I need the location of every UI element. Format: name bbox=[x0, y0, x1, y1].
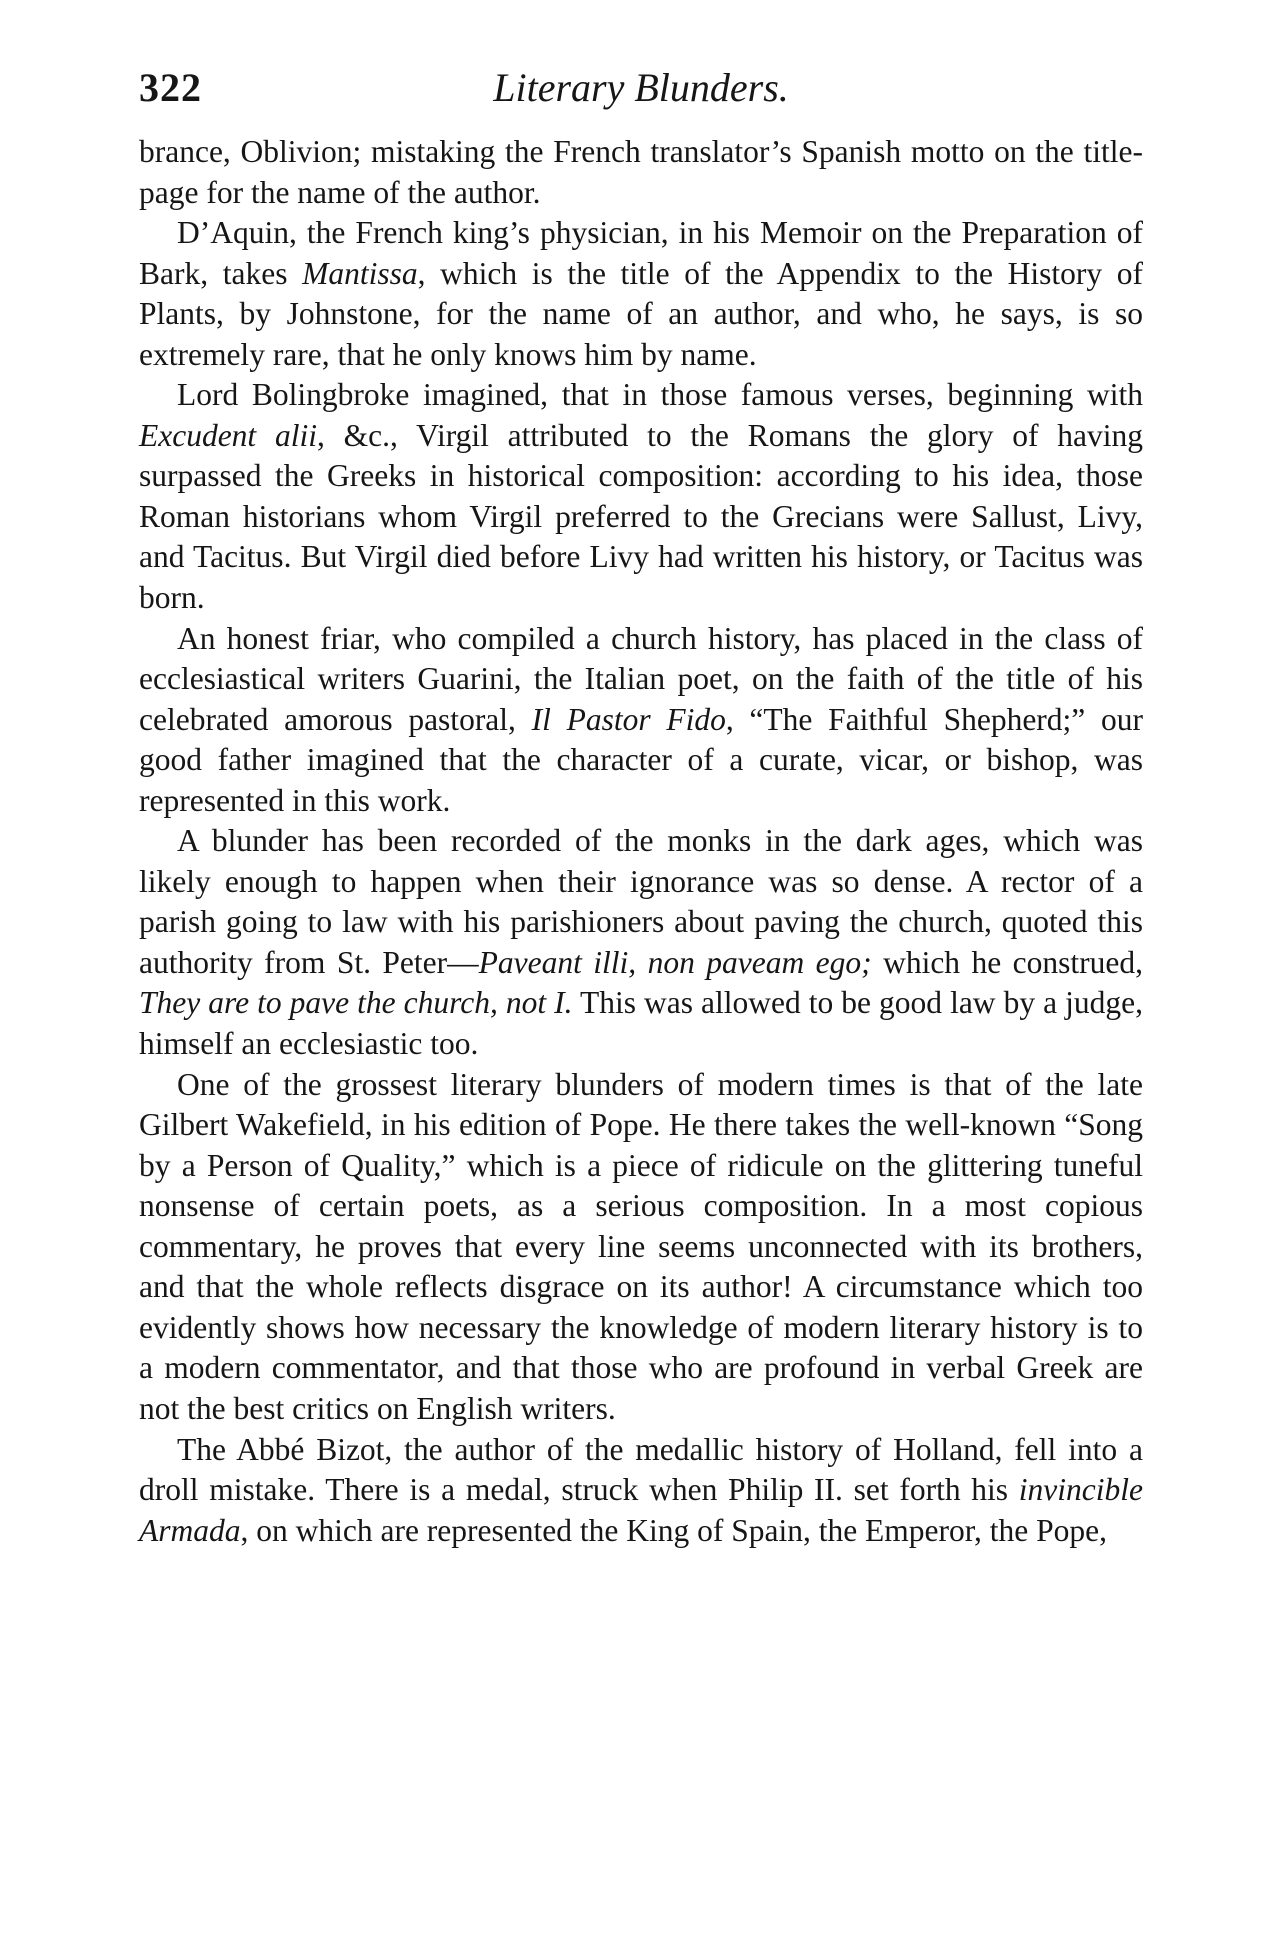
text-segment: , &c., Virgil attributed to the Romans the glory of having surpassed the Greeks in historical composition: according to his idea, those Roman historians whom Virgil preferred to the Grecians were Sallust, Livy, and Tacitus. But Virgil died before Livy had written his history, or Tacitus was born. bbox=[139, 417, 1143, 616]
italic-segment: Il Pastor Fido bbox=[531, 701, 726, 737]
paragraph-wakefield bbox=[139, 1065, 1143, 1430]
paragraph-friar bbox=[139, 619, 1143, 822]
italic-segment: They are to pave the church, not I. bbox=[139, 985, 573, 1021]
text-segment: A blunder has been recorded of the monks in the dark ages, which was likely enough to happen when their ignorance was so dense. A rector of a parish going to law with his parishioners about paving the church, quoted this authority from St. Peter— bbox=[139, 823, 1143, 980]
paragraph-bizot bbox=[139, 1430, 1143, 1552]
paragraph-continuation bbox=[139, 132, 1143, 213]
italic-segment: Paveant illi, non paveam ego; bbox=[478, 944, 872, 980]
paragraph-bolingbroke bbox=[139, 375, 1143, 618]
text-segment: , “The Faithful Shepherd;” our good father imagined that the character of a curate, vicar, or bishop, was represented in this work. bbox=[139, 701, 1143, 818]
text-segment: An honest friar, who compiled a church history, has placed in the class of ecclesiastical writers Guarini, the Italian poet, on the faith of the title of his celebrated amorous pastoral, bbox=[139, 620, 1143, 737]
text-segment: One of the grossest literary blunders of modern times is that of the late Gilbert Wakefield, in his edition of Pope. He there takes the well-known “Song by a Person of Quality,” which is a piece of ridicule on the glittering tuneful nonsense of certain poets, as a serious composition. In a most copious commentary, he proves that every line seems unconnected with its brothers, and that the whole reflects disgrace on its author! A circumstance which too evidently shows how necessary the knowledge of modern literary history is to a modern commentator, and that those who are profound in verbal Greek are not the best critics on English writers. bbox=[139, 1066, 1143, 1426]
text-segment: This was allowed to be good law by a judge, himself an ecclesiastic too. bbox=[139, 985, 1143, 1062]
text-segment: Lord Bolingbroke imagined, that in those famous verses, beginning with bbox=[177, 377, 1143, 413]
italic-segment: Excudent alii bbox=[139, 417, 317, 453]
text-segment: which he construed, bbox=[871, 944, 1143, 980]
italic-segment: invincible Armada bbox=[139, 1472, 1143, 1548]
text-segment: The Abbé Bizot, the author of the medallic history of Holland, fell into a droll mistake. There is a medal, struck when Philip II. set forth his bbox=[139, 1431, 1143, 1508]
italic-segment: Mantissa bbox=[302, 255, 418, 291]
text-segment: brance, Oblivion; mistaking the French translator’s Spanish motto on the title-page for the name of the author. bbox=[139, 134, 1143, 210]
paragraph-monks bbox=[139, 821, 1143, 1064]
book-page bbox=[139, 60, 1143, 1551]
text-segment: , which is the title of the Appendix to the History of Plants, by Johnstone, for the name of an author, and who, he says, is so extremely rare, that he only knows him by name. bbox=[139, 255, 1143, 372]
text-segment: , on which are represented the King of Spain, the Emperor, the Pope, bbox=[240, 1512, 1107, 1548]
page-header bbox=[139, 60, 1143, 116]
running-title: Literary Blunders. bbox=[493, 65, 789, 110]
text-segment: D’Aquin, the French king’s physician, in his Memoir on the Preparation of Bark, takes bbox=[139, 215, 1143, 291]
paragraph-daquin bbox=[139, 213, 1143, 375]
page-number: 322 bbox=[139, 65, 202, 110]
body-text bbox=[139, 132, 1143, 1551]
